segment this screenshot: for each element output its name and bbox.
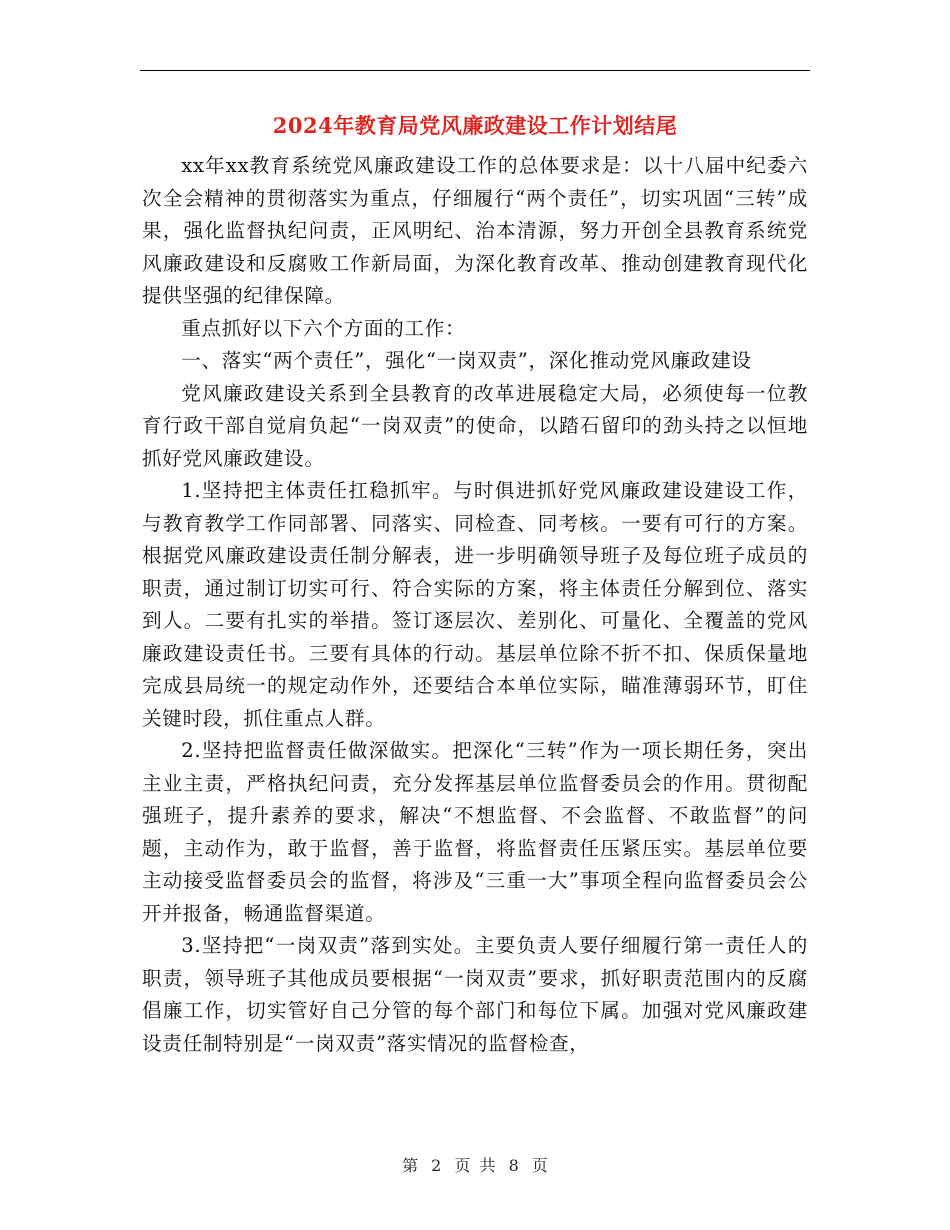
paragraph-item-3: 3.坚持把“一岗双责”落到实处。主要负责人要仔细履行第一责任人的职责，领导班子其他成员要根据“一岗双责”要求，抓好职责范围内的反腐倡廉工作，切实管好自己分管的每个部门和每位下属。加强对党风廉政建设责任制特别是“一岗双责”落实情况的监督检查， <box>142 934 808 1055</box>
footer-prefix: 第 <box>402 1156 419 1175</box>
current-page-number: 2 <box>431 1156 442 1175</box>
section-heading-1: 一、落实“两个责任”，强化“一岗双责”，深化推动党风廉政建设 <box>181 349 752 372</box>
paragraph-overview: 党风廉政建设关系到全县教育的改革进展稳定大局，必须使每一位教育行政干部自觉肩负起“一岗双责”的使命，以踏石留印的劲头持之以恒地抓好党风廉政建设。 <box>142 381 808 470</box>
paragraph-item-2: 2.坚持把监督责任做深做实。把深化“三转”作为一项长期任务，突出主业主责，严格执纪问责，充分发挥基层单位监督委员会的作用。贯彻配强班子，提升素养的要求，解决“不想监督、不会监督、不敢监督”的问题，主动作为，敢于监督，善于监督，将监督责任压紧压实。基层单位要主动接受监督委员会的监督，将涉及“三重一大”事项全程向监督委员会公开并报备，畅通监督渠道。 <box>142 739 808 925</box>
document-title: 2024年教育局党风廉政建设工作计划结尾 <box>272 113 678 138</box>
page-footer <box>0 1153 950 1176</box>
paragraph-item-1: 1.坚持把主体责任扛稳抓牢。与时俱进抓好党风廉政建设建设工作，与教育教学工作同部署、同落实、同检查、同考核。一要有可行的方案。根据党风廉政建设责任制分解表，进一步明确领导班子及每位班子成员的职责，通过制订切实可行、符合实际的方案，将主体责任分解到位、落实到人。二要有扎实的举措。签订逐层次、差别化、可量化、全覆盖的党风廉政建设责任书。三要有具体的行动。基层单位除不折不扣、保质保量地完成县局统一的规定动作外，还要结合本单位实际，瞄准薄弱环节，盯住关键时段，抓住重点人群。 <box>142 479 808 730</box>
document-body <box>142 150 808 1060</box>
total-pages-number: 8 <box>508 1156 519 1175</box>
footer-middle: 页 共 <box>454 1156 496 1175</box>
paragraph-six-aspects: 重点抓好以下六个方面的工作： <box>181 316 466 340</box>
footer-suffix: 页 <box>531 1156 548 1175</box>
paragraph-intro: xx年xx教育系统党风廉政建设工作的总体要求是：以十八届中纪委六次全会精神的贯彻落实为重点，仔细履行“两个责任”，切实巩固“三转”成果，强化监督执纪问责，正风明纪、治本清源，努力开创全县教育系统党风廉政建设和反腐败工作新局面，为深化教育改革、推动创建教育现代化提供坚强的纪律保障。 <box>142 154 808 307</box>
header-rule <box>140 70 810 71</box>
